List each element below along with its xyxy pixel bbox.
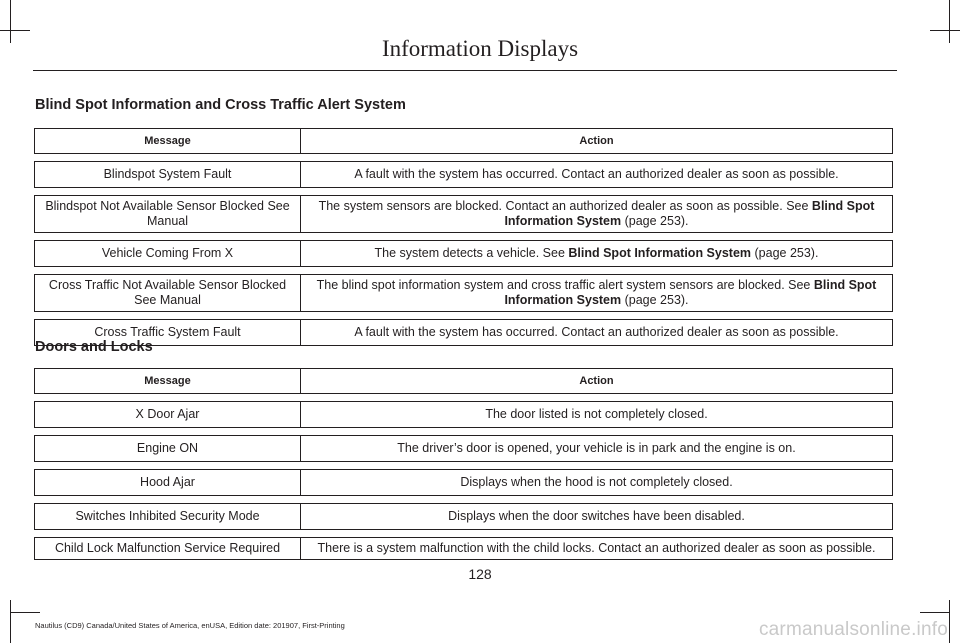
action-cell: Displays when the door switches have been disabled. (301, 504, 893, 530)
page-reference: (page 253). (621, 293, 689, 307)
section-title-doors-locks: Doors and Locks (35, 339, 153, 355)
table-row (35, 504, 893, 530)
table-row (35, 162, 893, 188)
crop-mark-top-left-h (0, 30, 30, 31)
message-cell: Blindspot System Fault (35, 162, 301, 188)
cross-reference-link[interactable]: Blind Spot Information System (504, 199, 875, 228)
message-cell: Blindspot Not Available Sensor Blocked See Manual (35, 196, 301, 233)
table-row (35, 538, 893, 560)
action-cell: The driver’s door is opened, your vehicle is in park and the engine is on. (301, 436, 893, 462)
page-header-title: Information Displays (381, 36, 579, 61)
page-number: 128 (468, 566, 492, 582)
action-text: The blind spot information system and cross traffic alert system sensors are blocked. See (316, 278, 814, 292)
action-cell: There is a system malfunction with the child locks. Contact an authorized dealer as soon as possible. (301, 538, 893, 560)
crop-mark-bottom-right-h (920, 612, 950, 613)
message-cell: Vehicle Coming From X (35, 241, 301, 267)
table-row (35, 241, 893, 267)
watermark: carmanualsonline.info (758, 619, 948, 640)
table-row (35, 320, 893, 346)
column-header-action: Action (301, 369, 893, 394)
column-header-message: Message (35, 129, 301, 154)
table-row (35, 275, 893, 312)
action-cell (301, 162, 893, 188)
crop-mark-bottom-left (10, 600, 11, 643)
column-header-action: Action (301, 129, 893, 154)
header-divider (33, 70, 897, 71)
action-text: The system detects a vehicle. See (374, 246, 569, 260)
action-cell: The door listed is not completely closed. (301, 402, 893, 428)
crop-mark-bottom-right (949, 600, 950, 643)
message-cell: Child Lock Malfunction Service Required (35, 538, 301, 560)
action-cell (301, 320, 893, 346)
column-header-message: Message (35, 369, 301, 394)
table-header-row (35, 129, 893, 154)
message-cell: Hood Ajar (35, 470, 301, 496)
section-title-blind-spot: Blind Spot Information and Cross Traffic Alert System (35, 97, 406, 113)
crop-mark-top-right-h (930, 30, 960, 31)
footer-edition-text: Nautilus (CD9) Canada/United States of America, enUSA, Edition date: 201907, First-Printing (35, 621, 345, 630)
action-cell (301, 196, 893, 233)
page-reference: (page 253). (621, 214, 689, 228)
message-cell: Engine ON (35, 436, 301, 462)
action-text: The system sensors are blocked. Contact an authorized dealer as soon as possible. See (318, 199, 812, 213)
action-cell: Displays when the hood is not completely closed. (301, 470, 893, 496)
message-cell: Cross Traffic System Fault (35, 320, 301, 346)
message-cell: Cross Traffic Not Available Sensor Blocked See Manual (35, 275, 301, 312)
doors-locks-messages-table (34, 368, 893, 560)
table-row (35, 402, 893, 428)
blind-spot-messages-table (34, 128, 893, 346)
message-cell: Switches Inhibited Security Mode (35, 504, 301, 530)
action-cell (301, 241, 893, 267)
action-text: A fault with the system has occurred. Contact an authorized dealer as soon as possible. (354, 325, 839, 339)
message-cell: X Door Ajar (35, 402, 301, 428)
table-header-row (35, 369, 893, 394)
cross-reference-link[interactable]: Blind Spot Information System (568, 246, 752, 260)
crop-mark-bottom-left-h (10, 612, 40, 613)
table-row (35, 470, 893, 496)
page-reference: (page 253). (751, 246, 819, 260)
action-cell (301, 275, 893, 312)
cross-reference-link[interactable]: Blind Spot Information System (504, 278, 877, 307)
table-row (35, 436, 893, 462)
table-row (35, 196, 893, 233)
action-text: A fault with the system has occurred. Contact an authorized dealer as soon as possible. (354, 167, 839, 181)
